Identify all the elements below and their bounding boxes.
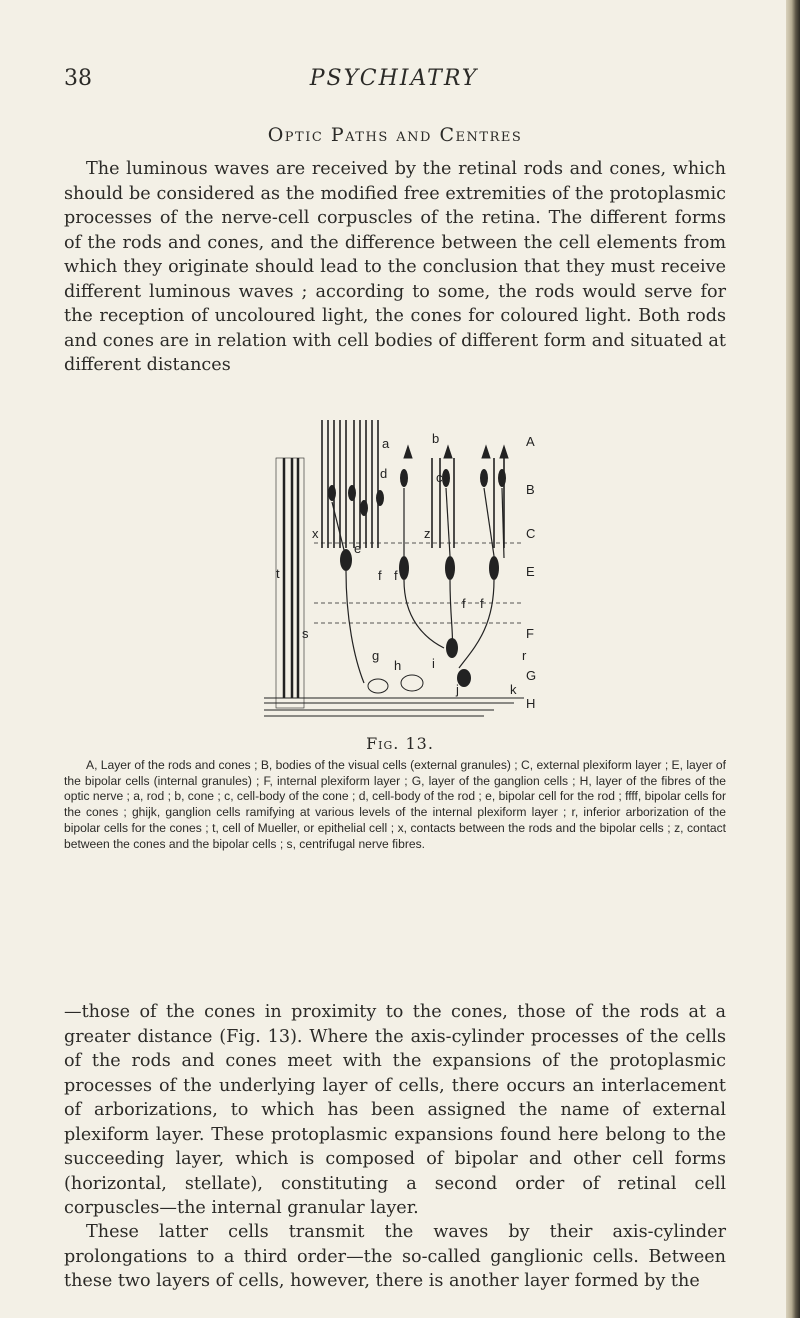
cones <box>404 446 508 458</box>
label-s: s <box>302 626 309 641</box>
label-b: b <box>432 431 440 446</box>
rods <box>322 420 504 548</box>
bipolar-processes <box>332 488 504 683</box>
running-head: PSYCHIATRY <box>309 66 479 91</box>
paragraph-2: —those of the cones in proximity to the cones, those of the rods at a greater distance (Fig. 13). Where the axis-cylinder processes of the cells of the rods and cones meet with the expansions of the protoplasmic processes of the underlying layer of cells, there occurs an interlacement of arborizations, to which has been assigned the name of external plexiform layer. These protoplasmic expansions found here belong to the succeeding layer, which is composed of bipolar and other cell forms (horizontal, stellate), constituting a second order of retinal cell corpuscles—the internal granular layer. <box>64 1002 726 1218</box>
label-G: G <box>526 668 537 683</box>
label-f2: f <box>394 568 398 583</box>
figure-legend: A, Layer of the rods and cones ; B, bodies of the visual cells (external granules) ; C, external plexiform layer ; E, layer of the bipolar cells (internal granules) ; F, internal plexiform layer ; G, layer of the ganglion cells ; H, layer of the fibres of the optic nerve ; a, rod ; b, cone ; c, cell-body of the cone ; d, cell-body of the rod ; e, bipolar cell for the rod ; ffff, bipolar cells for the cones ; ghijk, ganglion cells ramifying at various levels of the internal plexiform layer ; r, inferior arborization of the bipolar cells for the cones ; t, cell of Mueller, or epithelial cell ; x, contacts between the rods and the bipolar cells ; z, contact between the cones and the bipolar cells ; s, centrifugal nerve fibres. <box>64 758 726 851</box>
label-z: z <box>424 526 431 541</box>
label-A: A <box>526 434 535 449</box>
ganglion-outlines <box>368 675 423 693</box>
label-F: F <box>526 626 534 641</box>
label-E: E <box>526 564 535 579</box>
label-h: h <box>394 658 402 673</box>
retina-figure <box>254 398 546 728</box>
page-edge-shadow <box>786 0 800 1318</box>
section-title: Optic Paths and Centres <box>267 124 523 146</box>
label-x: x <box>312 526 319 541</box>
label-a: a <box>382 436 390 451</box>
retina-diagram <box>254 398 546 728</box>
label-B: B <box>526 482 535 497</box>
page-number: 38 <box>64 66 92 91</box>
mueller-cell <box>276 458 304 708</box>
label-i: i <box>432 656 435 671</box>
label-f3: f <box>462 596 466 611</box>
label-t: t <box>276 566 280 581</box>
label-g: g <box>372 648 380 663</box>
label-f4: f <box>480 596 484 611</box>
paragraph-1: The luminous waves are received by the retinal rods and cones, which should be considered as the modified free extremities of the protoplasmic processes of the nerve-cell corpuscles of the retina. The different forms of the rods and cones, and the difference between the cell elements from which they originate should lead to the conclusion that they must receive different luminous waves ; according to some, the rods would serve for the reception of uncoloured light, the cones for coloured light. Both rods and cones are in relation with cell bodies of different form and situated at different distances <box>64 159 726 375</box>
label-H: H <box>526 696 536 711</box>
label-k: k <box>510 682 517 697</box>
paragraph-3: These latter cells transmit the waves by their axis-cylinder prolongations to a third order—the so-called ganglionic cells. Between these two layers of cells, however, there is another layer formed by the <box>64 1222 726 1291</box>
label-c: c <box>436 470 443 485</box>
label-C: C <box>526 526 536 541</box>
optic-nerve-fibres <box>264 698 524 716</box>
label-j: j <box>456 682 459 697</box>
page-header <box>64 66 724 96</box>
label-e: e <box>354 541 362 556</box>
label-f: f <box>378 568 382 583</box>
label-d: d <box>380 466 388 481</box>
label-r: r <box>522 648 527 663</box>
figure-caption: Fig. 13. <box>366 734 434 753</box>
